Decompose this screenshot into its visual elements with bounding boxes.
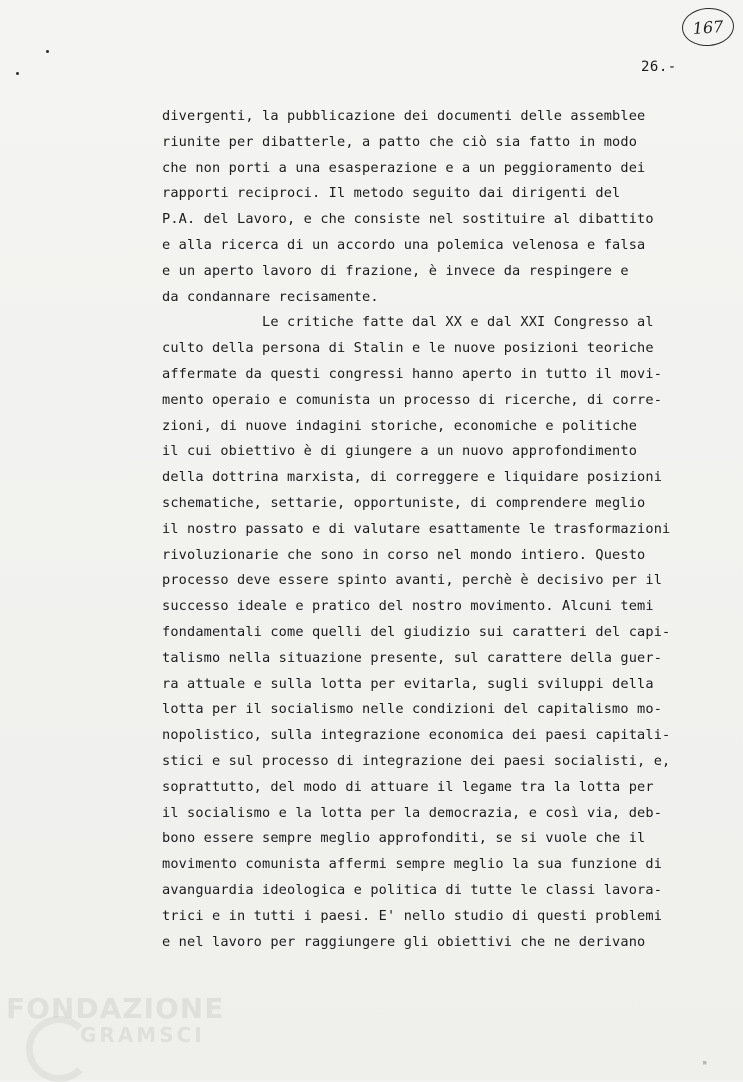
archive-stamp-number: 167 — [692, 16, 724, 38]
text-line: il cui obiettivo è di giungere a un nuovo approfondimento — [162, 443, 638, 460]
text-line: affermate da questi congressi hanno aperto in tutto il movi- — [162, 365, 663, 382]
text-line: culto della persona di Stalin e le nuove posizioni teoriche — [162, 340, 654, 357]
text-line: stici e sul processo di integrazione dei paesi socialisti, e, — [162, 752, 671, 769]
text-line: fondamentali come quelli del giudizio sui caratteri del capi- — [162, 623, 671, 640]
text-line: P.A. del Lavoro, e che consiste nel sostituire al dibattito — [162, 211, 654, 228]
text-line: schematiche, settarie, opportuniste, di comprendere meglio — [162, 494, 646, 511]
text-line: trici e in tutti i paesi. E' nello studio di questi problemi — [162, 907, 663, 924]
punch-mark — [46, 50, 49, 53]
text-line: il nostro passato e di valutare esattamente le trasformazioni — [162, 520, 671, 537]
text-line: soprattutto, del modo di attuare il legame tra la lotta per — [162, 778, 654, 795]
text-line: zioni, di nuove indagini storiche, economiche e politiche — [162, 417, 638, 434]
watermark — [6, 992, 225, 1048]
typewritten-body-text — [162, 104, 722, 955]
text-line: processo deve essere spinto avanti, perchè è decisivo per il — [162, 572, 663, 589]
text-line: riunite per dibatterle, a patto che ciò sia fatto in modo — [162, 133, 638, 150]
page-number: 26.- — [641, 59, 677, 75]
watermark-line2: GRAMSCI — [80, 1023, 205, 1047]
text-line: successo ideale e pratico del nostro movimento. Alcuni temi — [162, 598, 654, 615]
text-line: rapporti reciproci. Il metodo seguito dai dirigenti del — [162, 185, 621, 202]
text-line: avanguardia ideologica e politica di tutte le classi lavora- — [162, 881, 663, 898]
text-line: rivoluzionarie che sono in corso nel mondo intiero. Questo — [162, 546, 646, 563]
text-line: ra attuale e sulla lotta per evitarla, sugli sviluppi della — [162, 675, 654, 692]
text-line: divergenti, la pubblicazione dei documenti delle assemblee — [162, 108, 646, 124]
text-line: lotta per il socialismo nelle condizioni del capitalismo mo- — [162, 701, 663, 718]
text-line: della dottrina marxista, di correggere e liquidare posizioni — [162, 469, 663, 486]
text-line: che non porti a una esasperazione e a un peggioramento dei — [162, 159, 646, 176]
corner-mark: ▪ — [702, 1058, 708, 1068]
punch-mark — [16, 72, 19, 75]
text-line: mento operaio e comunista un processo di ricerche, di corre- — [162, 391, 663, 408]
text-line: il socialismo e la lotta per la democrazia, e così via, deb- — [162, 804, 663, 821]
text-line: talismo nella situazione presente, sul carattere della guer- — [162, 649, 663, 666]
text-line: bono essere sempre meglio approfonditi, se si vuole che il — [162, 830, 646, 847]
text-line: e un aperto lavoro di frazione, è invece da respingere e — [162, 262, 629, 279]
text-line: Le critiche fatte dal XX e dal XXI Congresso al — [162, 314, 654, 331]
text-line: movimento comunista affermi sempre meglio la sua funzione di — [162, 856, 663, 873]
watermark-line1: FONDAZIONE — [6, 992, 225, 1025]
archive-page-stamp — [681, 6, 736, 48]
text-line: e alla ricerca di un accordo una polemica velenosa e falsa — [162, 236, 646, 253]
text-line: da condannare recisamente. — [162, 288, 379, 305]
text-line: nopolistico, sulla integrazione economica dei paesi capitali- — [162, 727, 671, 744]
text-line: e nel lavoro per raggiungere gli obiettivi che ne derivano — [162, 933, 646, 950]
